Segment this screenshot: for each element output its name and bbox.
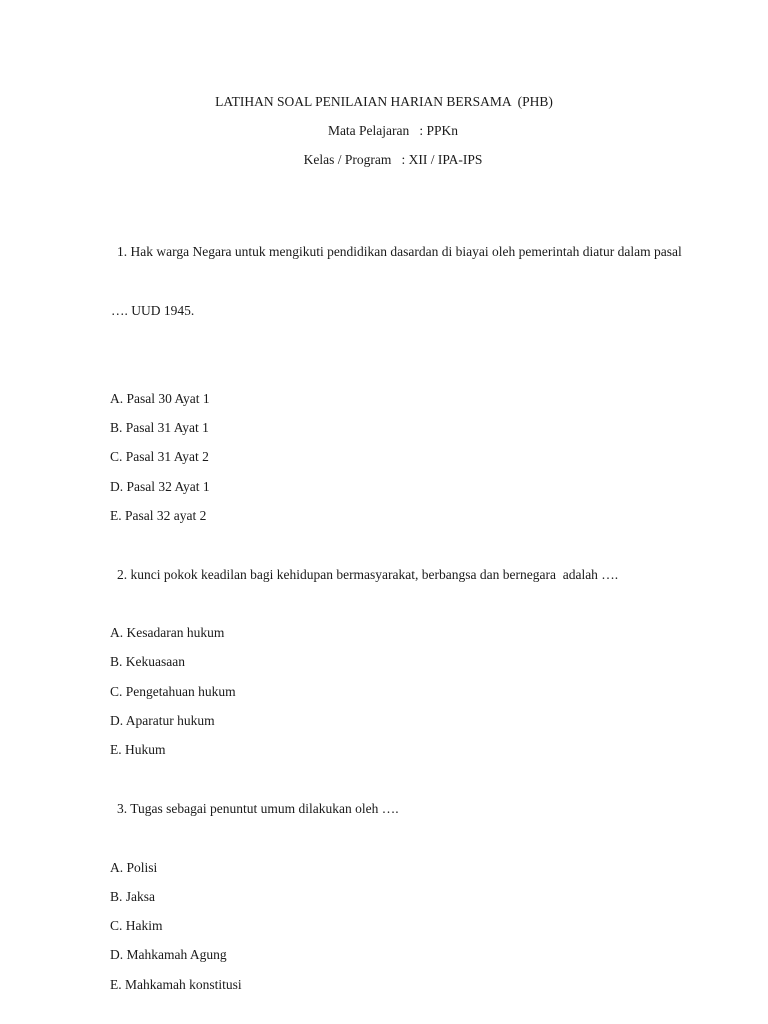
answer-option: C. Pengetahuan hukum	[110, 683, 236, 699]
document-title: LATIHAN SOAL PENILAIAN HARIAN BERSAMA (PHB)	[215, 94, 553, 109]
answer-options	[90, 618, 690, 764]
question-stem	[90, 530, 690, 618]
answer-option: E. Hukum	[110, 742, 166, 758]
answer-option: D. Pasal 32 Ayat 1	[110, 478, 210, 494]
answer-option: D. Aparatur hukum	[110, 713, 215, 729]
answer-option: A. Kesadaran hukum	[110, 625, 225, 641]
question-stem	[90, 208, 690, 384]
answer-option: C. Pasal 31 Ayat 2	[110, 449, 209, 465]
question-1	[90, 208, 690, 530]
document-header	[0, 92, 768, 179]
answer-options	[90, 853, 690, 999]
answer-option: B. Kekuasaan	[110, 654, 185, 670]
answer-option: E. Mahkamah konstitusi	[110, 976, 242, 992]
question-stem-continuation: …. UUD 1945.	[111, 302, 195, 318]
question-stem	[90, 765, 690, 853]
question-list	[90, 208, 690, 999]
answer-option: A. Pasal 30 Ayat 1	[110, 390, 210, 406]
subject-line: Mata Pelajaran : PPKn	[327, 123, 459, 138]
answer-option: A. Polisi	[110, 859, 158, 875]
answer-options	[90, 384, 690, 530]
answer-option: E. Pasal 32 ayat 2	[110, 507, 207, 523]
question-stem-line: 1. Hak warga Negara untuk mengikuti pendidikan dasardan di biayai oleh pemerintah diatur dalam pasal	[117, 244, 682, 260]
answer-option: C. Hakim	[110, 918, 163, 934]
answer-option: B. Jaksa	[110, 888, 155, 904]
answer-option: D. Mahkamah Agung	[110, 947, 227, 963]
question-2	[90, 530, 690, 764]
question-3	[90, 765, 690, 999]
question-stem-line: 2. kunci pokok keadilan bagi kehidupan bermasyarakat, berbangsa dan bernegara adalah ….	[117, 566, 619, 582]
class-program-line: Kelas / Program : XII / IPA-IPS	[303, 152, 483, 167]
question-stem-line: 3. Tugas sebagai penuntut umum dilakukan oleh ….	[117, 800, 399, 816]
answer-option: B. Pasal 31 Ayat 1	[110, 420, 209, 436]
